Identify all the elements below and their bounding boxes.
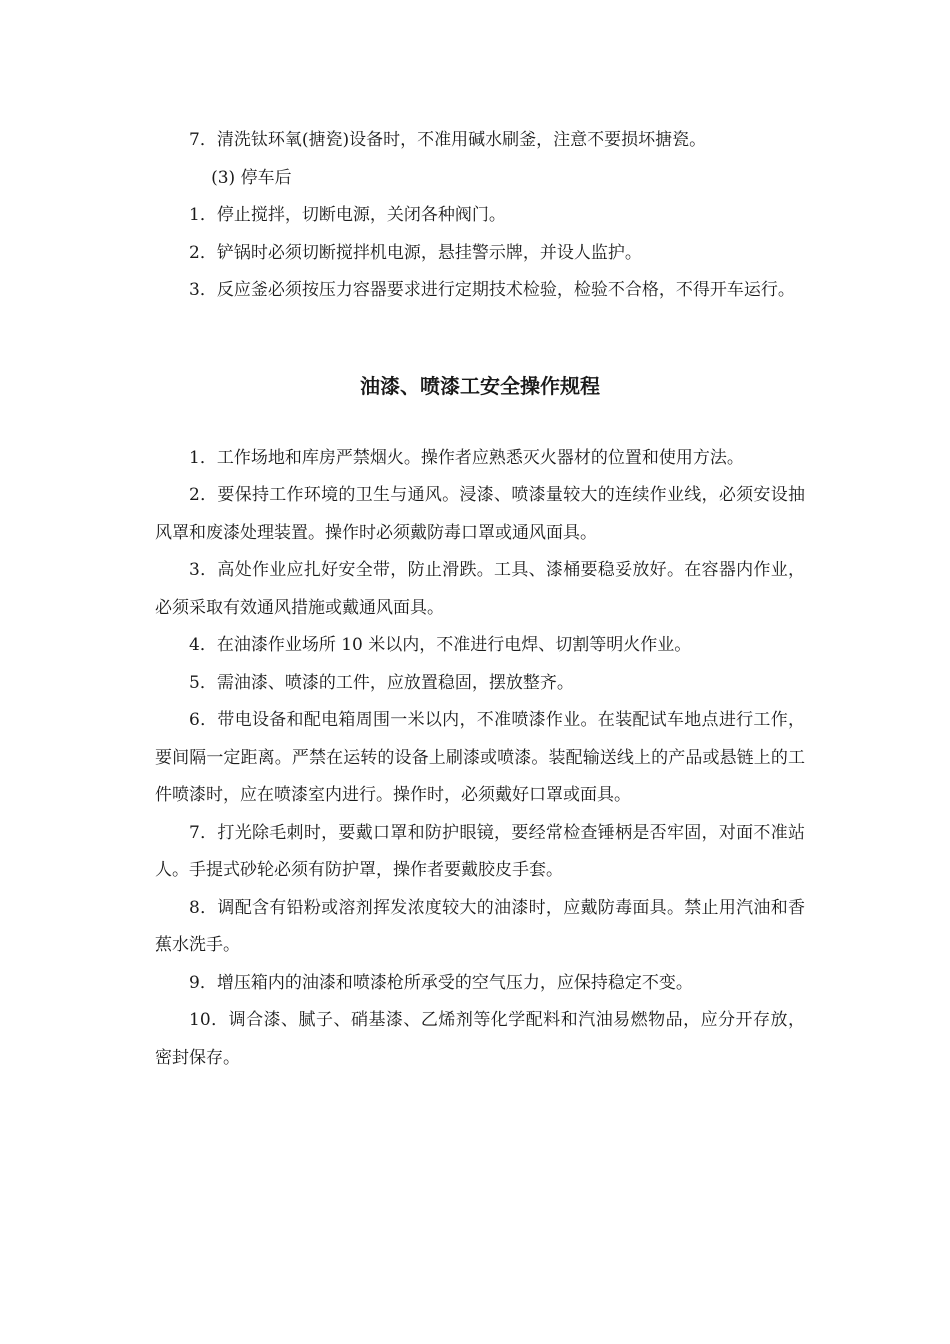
rule-4: 4．在油漆作业场所 10 米以内，不准进行电焊、切割等明火作业。 [189,635,692,655]
rule-10: 10．调合漆、腻子、硝基漆、乙烯剂等化学配料和汽油易燃物品，应分开存放，密封保存。 [155,1010,805,1068]
rule-9: 9．增压箱内的油漆和喷漆枪所承受的空气压力，应保持稳定不变。 [189,972,693,993]
paragraph-prev-3: 3．反应釜必须按压力容器要求进行定期技术检验，检验不合格，不得开车运行。 [189,280,795,300]
paragraph-prev-2: 2．铲锅时必须切断搅拌机电源，悬挂警示牌，并设人监护。 [189,242,642,263]
rule-8: 8．调配含有铅粉或溶剂挥发浓度较大的油漆时，应戴防毒面具。禁止用汽油和香蕉水洗手。 [155,897,805,955]
rule-6: 6．带电设备和配电箱周围一米以内，不准喷漆作业。在装配试车地点进行工作，要间隔一定距离。严禁在运转的设备上刷漆或喷漆。装配输送线上的产品或悬链上的工件喷漆时，应在喷漆室内进行。操作时，必须戴好口罩或面具。 [155,710,805,805]
document-body [155,122,805,1077]
rule-1: 1．工作场地和库房严禁烟火。操作者应熟悉灭火器材的位置和使用方法。 [189,447,744,468]
paragraph-prev-1: 1．停止搅拌，切断电源，关闭各种阀门。 [189,205,506,225]
rule-7: 7．打光除毛刺时，要戴口罩和防护眼镜，要经常检查锤柄是否牢固，对面不准站人。手提式砂轮必须有防护罩，操作者要戴胶皮手套。 [155,822,805,880]
section-title: 油漆、喷漆工安全操作规程 [360,373,600,398]
rule-2: 2．要保持工作环境的卫生与通风。浸漆、喷漆量较大的连续作业线，必须安设抽风罩和废漆处理装置。操作时必须戴防毒口罩或通风面具。 [155,485,805,543]
subheading-after-shutdown: (3) 停车后 [211,167,292,188]
rule-5: 5．需油漆、喷漆的工件，应放置稳固，摆放整齐。 [189,672,574,693]
rule-3: 3．高处作业应扎好安全带，防止滑跌。工具、漆桶要稳妥放好。在容器内作业，必须采取有效通风措施或戴通风面具。 [155,560,805,618]
paragraph-prev-7: 7．清洗钛环氧(搪瓷)设备时，不准用碱水刷釜，注意不要损坏搪瓷。 [189,130,707,150]
spacer [155,310,805,371]
spacer [155,401,805,440]
